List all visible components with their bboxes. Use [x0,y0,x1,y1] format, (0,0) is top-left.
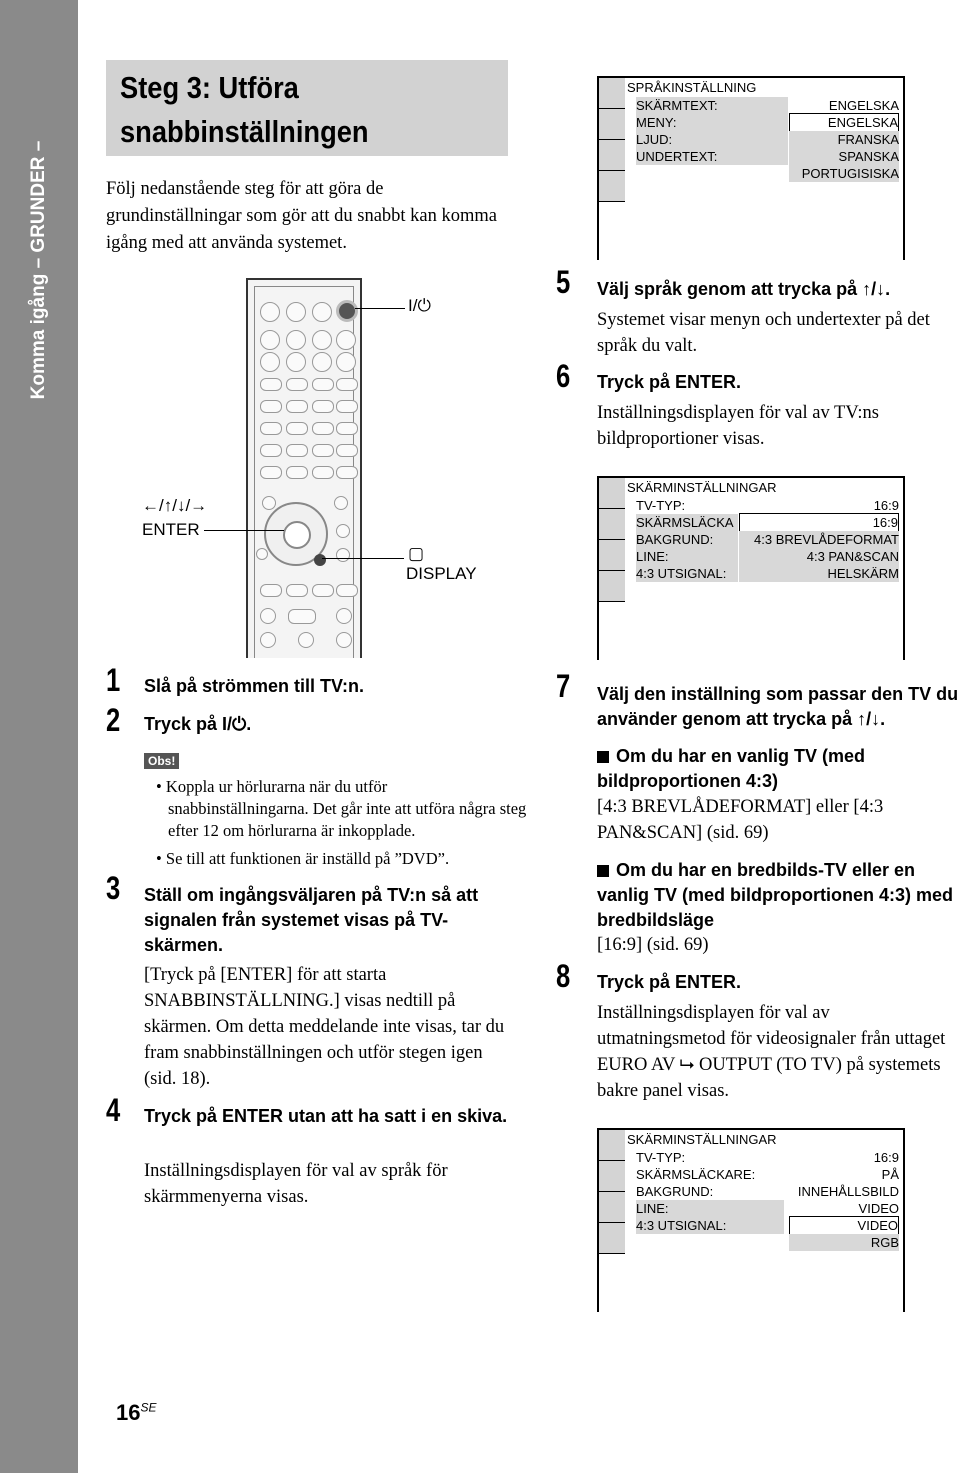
play-button-icon [288,609,316,624]
remote-button [336,584,358,597]
step-number: 6 [556,358,571,394]
remote-button [260,584,282,597]
option-heading: Om du har en bredbilds-TV eller en vanlig TV (med bildproportionen 4:3) med bredbildsläge [597,860,954,930]
display-label: DISPLAY [406,564,477,583]
remote-button [286,378,308,391]
menu-value: ENGELSKA [828,98,899,113]
remote-button [336,422,358,435]
remote-button [262,496,276,510]
screen-settings-menu-line [597,1128,905,1312]
step-body: [Tryck på [ENTER] för att starta SNABBINSTÄLLNING.] visas nedtill på skärmen. Om detta meddelande inte visas, tar du fram snabbinställningen och utför stegen igen (sid. 18). [144,965,505,1089]
remote-button [336,608,352,624]
remote-button [260,466,282,479]
remote-button [336,466,358,479]
menu-row: 4:3 UTSIGNAL: [636,1217,784,1234]
stop-button-icon [336,632,352,648]
menu-row: LINE: [636,548,738,565]
square-bullet-icon [597,865,609,877]
step-body: Inställningsdisplayen för val av TV:ns bildproportioner visas. [597,403,879,449]
remote-button [336,378,358,391]
step-number: 4 [106,1092,121,1128]
remote-button [312,422,334,435]
remote-button [312,400,334,413]
sidebar [0,0,78,1473]
menu-sidebar [599,78,625,260]
step-number: 5 [556,264,571,300]
remote-button [260,378,282,391]
power-label: I/⏻ [408,296,431,315]
menu-row: BAKGRUND: [636,1184,714,1199]
menu-value: 16:9 [873,1150,899,1165]
remote-button [312,302,332,322]
language-menu-screen [597,76,905,260]
remote-button [286,444,308,457]
remote-button [286,422,308,435]
option-body: [4:3 BREVLÅDEFORMAT] eller [4:3 PAN&SCAN] (sid. 69) [597,797,884,843]
power-button-icon [336,300,358,322]
remote-button [286,302,306,322]
note-bullet: • Koppla ur hörlurarna när du utför snabbinställningarna. Det går inte att utföra några steg efter 12 om hörlurarna är inkopplade. [156,777,527,840]
remote-button [286,400,308,413]
remote-button [260,422,282,435]
menu-row: UNDERTEXT: [636,148,788,165]
title-box [106,60,508,156]
step-number: 8 [556,958,571,994]
remote-button [312,466,334,479]
step-heading: Tryck på I/⏻. [144,714,252,734]
callout-line [204,530,284,531]
remote-button [336,444,358,457]
note-bullet: • Se till att funktionen är inställd på ”DVD”. [156,849,450,868]
callout-line [322,558,404,559]
step-number: 1 [106,662,121,698]
page-number: $16^{SE}$ [116,1400,157,1425]
step-heading: Ställ om ingångsväljaren på TV:n så att signalen från systemet visas på TV-skärmen. [144,885,479,955]
step-number: 2 [106,702,121,738]
remote-button [260,352,280,372]
menu-row: SKÄRMSLÄCKARE: [636,1167,756,1182]
menu-heading: SKÄRMINSTÄLLNINGAR [627,480,777,495]
menu-row: TV-TYP: [636,1150,686,1165]
menu-row: SKÄRMSLÄCKA [636,514,738,531]
step-heading: Tryck på ENTER. [597,372,742,392]
menu-value: RGB [789,1234,899,1251]
step-number: 7 [556,668,571,704]
remote-button [312,584,334,597]
menu-value: 4:3 PAN&SCAN [739,548,899,565]
obs-label: Obs! [144,753,179,769]
remote-button [286,584,308,597]
page-title: Steg 3: Utföra snabbinställningen [120,70,369,149]
step-number: 3 [106,870,121,906]
square-bullet-icon [597,751,609,763]
menu-value: PORTUGISISKA [789,165,899,182]
callout-line [355,308,405,309]
remote-button [334,496,348,510]
menu-value-selected: ENGELSKA [789,113,899,132]
display-button-icon [314,554,326,566]
menu-value-selected: VIDEO [789,1216,899,1235]
menu-value: VIDEO [858,1201,899,1216]
menu-sidebar [599,478,625,660]
remote-button [312,352,332,372]
step-heading: Tryck på ENTER utan att ha satt i en skiva. [144,1106,508,1126]
step-heading: Välj språk genom att trycka på ↑/↓. [597,279,891,299]
option-body: [16:9] (sid. 69) [597,935,709,955]
menu-row: MENY: [636,114,788,131]
menu-row: BAKGRUND: [636,531,738,548]
menu-value-selected: 16:9 [739,513,899,532]
menu-row: 4:3 UTSIGNAL: [636,565,738,582]
menu-value: INNEHÅLLSBILD [797,1184,899,1199]
step-heading: Slå på strömmen till TV:n. [144,676,365,696]
step-heading: Tryck på ENTER. [597,972,742,992]
option-heading: Om du har en vanlig TV (med bildproportionen 4:3) [597,746,866,791]
remote-button [336,400,358,413]
display-icon: ▢ [408,544,425,563]
remote-button [312,444,334,457]
menu-heading: SKÄRMINSTÄLLNINGAR [627,1132,777,1147]
remote-button [336,352,356,372]
menu-row: TV-TYP: [636,498,686,513]
step-body: Systemet visar menyn och undertexter på det språk du valt. [597,310,930,356]
enter-button-icon [283,521,311,549]
menu-row: LINE: [636,1200,784,1217]
remote-illustration [246,278,362,658]
remote-button [260,444,282,457]
remote-button [336,330,356,350]
step-body: Inställningsdisplayen för val av språk för skärmmenyerna visas. [144,1161,448,1207]
menu-sidebar [599,1130,625,1312]
step-heading: Välj den inställning som passar den TV du använder genom att trycka på ↑/↓. [597,684,959,729]
remote-button [260,632,276,648]
intro-text: Följ nedanstående steg för att göra de grundinställningar som gör att du snabbt kan komma igång med att använda systemet. [106,179,498,253]
step-body: Inställningsdisplayen för val av utmatningsmetod för videosignaler från uttaget EURO AV ⮡ OUTPUT (TO TV) på systemets bakre panel visas. [597,1003,946,1101]
menu-value: HELSKÄRM [739,565,899,582]
remote-button [286,466,308,479]
page-suffix: SE [140,1400,157,1415]
remote-button [260,608,276,624]
remote-button [312,330,332,350]
remote-button [286,330,306,350]
menu-heading: SPRÅKINSTÄLLNING [627,80,757,95]
menu-value: SPANSKA [789,148,899,165]
menu-value: 4:3 BREVLÅDEFORMAT [739,531,899,548]
minus-button-icon [336,548,350,562]
remote-button [312,378,334,391]
menu-row: LJUD: [636,131,788,148]
remote-button [260,302,280,322]
enter-label: ENTER [142,520,200,539]
menu-row: SKÄRMTEXT: [636,97,788,114]
sidebar-label: Komma igång – GRUNDER – [28,140,49,400]
screen-settings-menu-tvtype [597,476,905,660]
menu-value: 16:9 [873,498,899,513]
menu-value: FRANSKA [789,131,899,148]
plus-button-icon [336,524,350,538]
menu-value: PÅ [881,1167,899,1182]
remote-button [286,352,306,372]
pause-button-icon [298,632,314,648]
remote-button [260,400,282,413]
arrows-label: ←/↑/↓/→ [142,496,208,515]
remote-button [260,330,280,350]
remote-button [256,548,268,560]
